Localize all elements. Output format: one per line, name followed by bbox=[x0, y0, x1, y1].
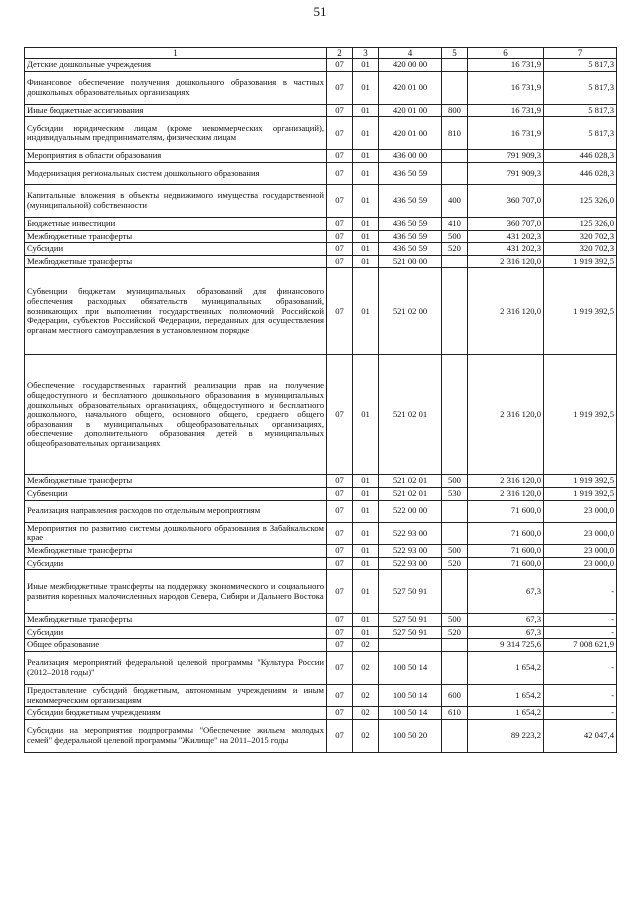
section-code-cell: 07 bbox=[327, 243, 353, 256]
expense-type-cell: 500 bbox=[442, 544, 468, 557]
target-article-cell: 100 50 14 bbox=[379, 652, 442, 685]
budget-table bbox=[24, 47, 617, 753]
expense-type-cell bbox=[442, 59, 468, 72]
subsection-code-cell: 01 bbox=[353, 184, 379, 217]
target-article-cell: 100 50 14 bbox=[379, 707, 442, 720]
amount-2015-cell: - bbox=[544, 652, 617, 685]
table-row bbox=[25, 59, 617, 72]
target-article-cell: 521 00 00 bbox=[379, 255, 442, 268]
expense-type-cell bbox=[442, 639, 468, 652]
header-cell: 1 bbox=[25, 48, 327, 59]
table-row bbox=[25, 255, 617, 268]
amount-2014-cell: 2 316 120,0 bbox=[468, 475, 544, 488]
row-name-cell: Финансовое обеспечение получения дошкольного образования в частных дошкольных образовательных организациях bbox=[25, 71, 327, 104]
expense-type-cell bbox=[442, 719, 468, 752]
amount-2015-cell: 23 000,0 bbox=[544, 522, 617, 544]
amount-2015-cell: 5 817,3 bbox=[544, 71, 617, 104]
target-article-cell: 522 93 00 bbox=[379, 544, 442, 557]
amount-2014-cell: 791 909,3 bbox=[468, 162, 544, 184]
amount-2014-cell: 16 731,9 bbox=[468, 71, 544, 104]
row-name-cell: Межбюджетные трансферты bbox=[25, 255, 327, 268]
target-article-cell: 420 00 00 bbox=[379, 59, 442, 72]
row-name-cell: Реализация мероприятий федеральной целевой программы "Культура России (2012–2018 годы)" bbox=[25, 652, 327, 685]
expense-type-cell: 530 bbox=[442, 488, 468, 501]
section-code-cell: 07 bbox=[327, 488, 353, 501]
amount-2014-cell: 1 654,2 bbox=[468, 707, 544, 720]
subsection-code-cell: 01 bbox=[353, 230, 379, 243]
amount-2015-cell: - bbox=[544, 570, 617, 614]
subsection-code-cell: 01 bbox=[353, 71, 379, 104]
table-row bbox=[25, 162, 617, 184]
amount-2015-cell: 23 000,0 bbox=[544, 557, 617, 570]
subsection-code-cell: 02 bbox=[353, 639, 379, 652]
target-article-cell: 521 02 00 bbox=[379, 268, 442, 355]
header-cell: 6 bbox=[468, 48, 544, 59]
table-row bbox=[25, 707, 617, 720]
table-row bbox=[25, 488, 617, 501]
subsection-code-cell: 01 bbox=[353, 162, 379, 184]
target-article-cell: 420 01 00 bbox=[379, 71, 442, 104]
subsection-code-cell: 01 bbox=[353, 522, 379, 544]
subsection-code-cell: 01 bbox=[353, 500, 379, 522]
row-name-cell: Субсидии bbox=[25, 557, 327, 570]
row-name-cell: Субсидии bbox=[25, 243, 327, 256]
row-name-cell: Субсидии bbox=[25, 626, 327, 639]
row-name-cell: Иные бюджетные ассигнования bbox=[25, 104, 327, 117]
amount-2015-cell: 5 817,3 bbox=[544, 117, 617, 150]
subsection-code-cell: 01 bbox=[353, 243, 379, 256]
table-row bbox=[25, 639, 617, 652]
amount-2014-cell: 2 316 120,0 bbox=[468, 268, 544, 355]
expense-type-cell bbox=[442, 652, 468, 685]
amount-2015-cell: - bbox=[544, 626, 617, 639]
subsection-code-cell: 02 bbox=[353, 652, 379, 685]
table-row bbox=[25, 719, 617, 752]
amount-2015-cell: 1 919 392,5 bbox=[544, 268, 617, 355]
table-row bbox=[25, 626, 617, 639]
amount-2015-cell: 125 326,0 bbox=[544, 217, 617, 230]
amount-2015-cell: - bbox=[544, 707, 617, 720]
section-code-cell: 07 bbox=[327, 162, 353, 184]
amount-2014-cell: 16 731,9 bbox=[468, 59, 544, 72]
subsection-code-cell: 01 bbox=[353, 544, 379, 557]
subsection-code-cell: 01 bbox=[353, 355, 379, 475]
amount-2015-cell: 5 817,3 bbox=[544, 104, 617, 117]
target-article-cell: 522 93 00 bbox=[379, 522, 442, 544]
subsection-code-cell: 01 bbox=[353, 255, 379, 268]
page-number: 51 bbox=[313, 4, 327, 19]
expense-type-cell: 500 bbox=[442, 475, 468, 488]
target-article-cell: 436 50 59 bbox=[379, 217, 442, 230]
section-code-cell: 07 bbox=[327, 184, 353, 217]
section-code-cell: 07 bbox=[327, 707, 353, 720]
table-row bbox=[25, 685, 617, 707]
amount-2014-cell: 71 600,0 bbox=[468, 544, 544, 557]
amount-2014-cell: 2 316 120,0 bbox=[468, 355, 544, 475]
subsection-code-cell: 02 bbox=[353, 707, 379, 720]
table-row bbox=[25, 71, 617, 104]
section-code-cell: 07 bbox=[327, 475, 353, 488]
amount-2015-cell: 1 919 392,5 bbox=[544, 488, 617, 501]
amount-2015-cell: 7 008 621,9 bbox=[544, 639, 617, 652]
amount-2014-cell: 431 202,3 bbox=[468, 243, 544, 256]
target-article-cell: 527 50 91 bbox=[379, 626, 442, 639]
section-code-cell: 07 bbox=[327, 217, 353, 230]
row-name-cell: Мероприятия по развитию системы дошкольного образования в Забайкальском крае bbox=[25, 522, 327, 544]
row-name-cell: Реализация направления расходов по отдельным мероприятиям bbox=[25, 500, 327, 522]
row-name-cell: Общее образование bbox=[25, 639, 327, 652]
expense-type-cell: 400 bbox=[442, 184, 468, 217]
amount-2015-cell: 23 000,0 bbox=[544, 500, 617, 522]
amount-2015-cell: 1 919 392,5 bbox=[544, 355, 617, 475]
amount-2015-cell: 42 047,4 bbox=[544, 719, 617, 752]
table-row bbox=[25, 500, 617, 522]
subsection-code-cell: 02 bbox=[353, 685, 379, 707]
row-name-cell: Межбюджетные трансферты bbox=[25, 475, 327, 488]
amount-2014-cell: 360 707,0 bbox=[468, 184, 544, 217]
subsection-code-cell: 01 bbox=[353, 59, 379, 72]
header-cell: 7 bbox=[544, 48, 617, 59]
table-row bbox=[25, 117, 617, 150]
subsection-code-cell: 01 bbox=[353, 614, 379, 627]
expense-type-cell: 500 bbox=[442, 230, 468, 243]
expense-type-cell bbox=[442, 268, 468, 355]
target-article-cell: 522 93 00 bbox=[379, 557, 442, 570]
expense-type-cell: 810 bbox=[442, 117, 468, 150]
subsection-code-cell: 01 bbox=[353, 570, 379, 614]
expense-type-cell bbox=[442, 71, 468, 104]
section-code-cell: 07 bbox=[327, 255, 353, 268]
row-name-cell: Субсидии бюджетным учреждениям bbox=[25, 707, 327, 720]
amount-2015-cell: 446 028,3 bbox=[544, 162, 617, 184]
row-name-cell: Межбюджетные трансферты bbox=[25, 614, 327, 627]
target-article-cell: 436 50 59 bbox=[379, 184, 442, 217]
header-row bbox=[25, 48, 617, 59]
amount-2014-cell: 1 654,2 bbox=[468, 685, 544, 707]
amount-2014-cell: 2 316 120,0 bbox=[468, 488, 544, 501]
table-row bbox=[25, 355, 617, 475]
amount-2015-cell: - bbox=[544, 614, 617, 627]
subsection-code-cell: 01 bbox=[353, 475, 379, 488]
amount-2015-cell: 5 817,3 bbox=[544, 59, 617, 72]
amount-2014-cell: 71 600,0 bbox=[468, 500, 544, 522]
subsection-code-cell: 01 bbox=[353, 150, 379, 163]
expense-type-cell bbox=[442, 570, 468, 614]
section-code-cell: 07 bbox=[327, 500, 353, 522]
target-article-cell: 527 50 91 bbox=[379, 614, 442, 627]
section-code-cell: 07 bbox=[327, 230, 353, 243]
expense-type-cell bbox=[442, 162, 468, 184]
amount-2014-cell: 16 731,9 bbox=[468, 117, 544, 150]
table-row bbox=[25, 230, 617, 243]
row-name-cell: Капитальные вложения в объекты недвижимого имущества государственной (муниципальной) собственности bbox=[25, 184, 327, 217]
amount-2015-cell: 125 326,0 bbox=[544, 184, 617, 217]
table-row bbox=[25, 243, 617, 256]
table-row bbox=[25, 268, 617, 355]
row-name-cell: Обеспечение государственных гарантий реализации прав на получение общедоступного и бесплатного дошкольного образования в муниципальных дошкольных образовательных организациях, общедоступного и бесплатного дошкольного, начального общего, основного общего, среднего общего образования в муниципальных общеобразовательных организациях, обеспечение дополнительного образования детей в муниципальных общеобразовательных организациях bbox=[25, 355, 327, 475]
expense-type-cell bbox=[442, 500, 468, 522]
table-row bbox=[25, 614, 617, 627]
amount-2015-cell: 1 919 392,5 bbox=[544, 475, 617, 488]
subsection-code-cell: 02 bbox=[353, 719, 379, 752]
expense-type-cell: 800 bbox=[442, 104, 468, 117]
section-code-cell: 07 bbox=[327, 268, 353, 355]
row-name-cell: Иные межбюджетные трансферты на поддержку экономического и социального развития коренных малочисленных народов Севера, Сибири и Дальнего Востока bbox=[25, 570, 327, 614]
expense-type-cell: 500 bbox=[442, 614, 468, 627]
subsection-code-cell: 01 bbox=[353, 104, 379, 117]
table-row bbox=[25, 217, 617, 230]
row-name-cell: Межбюджетные трансферты bbox=[25, 230, 327, 243]
target-article-cell: 521 02 01 bbox=[379, 475, 442, 488]
section-code-cell: 07 bbox=[327, 652, 353, 685]
row-name-cell: Бюджетные инвестиции bbox=[25, 217, 327, 230]
amount-2014-cell: 67,3 bbox=[468, 570, 544, 614]
amount-2015-cell: - bbox=[544, 685, 617, 707]
row-name-cell: Межбюджетные трансферты bbox=[25, 544, 327, 557]
row-name-cell: Мероприятия в области образования bbox=[25, 150, 327, 163]
expense-type-cell: 520 bbox=[442, 557, 468, 570]
section-code-cell: 07 bbox=[327, 685, 353, 707]
target-article-cell: 436 50 59 bbox=[379, 230, 442, 243]
expense-type-cell: 610 bbox=[442, 707, 468, 720]
amount-2014-cell: 9 314 725,6 bbox=[468, 639, 544, 652]
subsection-code-cell: 01 bbox=[353, 626, 379, 639]
target-article-cell: 521 02 01 bbox=[379, 355, 442, 475]
target-article-cell: 527 50 91 bbox=[379, 570, 442, 614]
row-name-cell: Детские дошкольные учреждения bbox=[25, 59, 327, 72]
subsection-code-cell: 01 bbox=[353, 268, 379, 355]
row-name-cell: Модернизация региональных систем дошкольного образования bbox=[25, 162, 327, 184]
expense-type-cell bbox=[442, 255, 468, 268]
section-code-cell: 07 bbox=[327, 626, 353, 639]
header-cell: 4 bbox=[379, 48, 442, 59]
amount-2015-cell: 23 000,0 bbox=[544, 544, 617, 557]
section-code-cell: 07 bbox=[327, 117, 353, 150]
amount-2014-cell: 791 909,3 bbox=[468, 150, 544, 163]
table-row bbox=[25, 150, 617, 163]
subsection-code-cell: 01 bbox=[353, 557, 379, 570]
section-code-cell: 07 bbox=[327, 355, 353, 475]
expense-type-cell bbox=[442, 150, 468, 163]
header-cell: 5 bbox=[442, 48, 468, 59]
amount-2015-cell: 320 702,3 bbox=[544, 230, 617, 243]
subsection-code-cell: 01 bbox=[353, 117, 379, 150]
amount-2014-cell: 71 600,0 bbox=[468, 557, 544, 570]
row-name-cell: Субвенции бюджетам муниципальных образований для финансового обеспечения расходных обязательств муниципальных образований, возникающих при выполнении государственных полномочий Российской Федерации, субъектов Российской Федерации, переданных для осуществления органам местного самоуправления в установленном порядке bbox=[25, 268, 327, 355]
amount-2015-cell: 320 702,3 bbox=[544, 243, 617, 256]
amount-2014-cell: 67,3 bbox=[468, 626, 544, 639]
subsection-code-cell: 01 bbox=[353, 217, 379, 230]
table-row bbox=[25, 570, 617, 614]
amount-2015-cell: 1 919 392,5 bbox=[544, 255, 617, 268]
row-name-cell: Предоставление субсидий бюджетным, автономным учреждениям и иным некоммерческим организациям bbox=[25, 685, 327, 707]
table-row bbox=[25, 522, 617, 544]
target-article-cell: 100 50 14 bbox=[379, 685, 442, 707]
target-article-cell: 436 00 00 bbox=[379, 150, 442, 163]
table-row bbox=[25, 475, 617, 488]
table-row bbox=[25, 544, 617, 557]
section-code-cell: 07 bbox=[327, 639, 353, 652]
target-article-cell: 521 02 01 bbox=[379, 488, 442, 501]
amount-2014-cell: 67,3 bbox=[468, 614, 544, 627]
header-cell: 2 bbox=[327, 48, 353, 59]
expense-type-cell: 520 bbox=[442, 243, 468, 256]
amount-2014-cell: 89 223,2 bbox=[468, 719, 544, 752]
section-code-cell: 07 bbox=[327, 614, 353, 627]
section-code-cell: 07 bbox=[327, 719, 353, 752]
target-article-cell: 436 50 59 bbox=[379, 243, 442, 256]
section-code-cell: 07 bbox=[327, 59, 353, 72]
amount-2015-cell: 446 028,3 bbox=[544, 150, 617, 163]
target-article-cell: 100 50 20 bbox=[379, 719, 442, 752]
section-code-cell: 07 bbox=[327, 557, 353, 570]
expense-type-cell: 410 bbox=[442, 217, 468, 230]
expense-type-cell: 600 bbox=[442, 685, 468, 707]
table-row bbox=[25, 104, 617, 117]
table-row bbox=[25, 557, 617, 570]
section-code-cell: 07 bbox=[327, 570, 353, 614]
table-row bbox=[25, 652, 617, 685]
row-name-cell: Субсидии юридическим лицам (кроме некоммерческих организаций), индивидуальным предпринимателям, физическим лицам bbox=[25, 117, 327, 150]
target-article-cell: 420 01 00 bbox=[379, 117, 442, 150]
section-code-cell: 07 bbox=[327, 104, 353, 117]
target-article-cell: 436 50 59 bbox=[379, 162, 442, 184]
amount-2014-cell: 431 202,3 bbox=[468, 230, 544, 243]
target-article-cell bbox=[379, 639, 442, 652]
header-cell: 3 bbox=[353, 48, 379, 59]
expense-type-cell bbox=[442, 522, 468, 544]
subsection-code-cell: 01 bbox=[353, 488, 379, 501]
section-code-cell: 07 bbox=[327, 71, 353, 104]
amount-2014-cell: 71 600,0 bbox=[468, 522, 544, 544]
amount-2014-cell: 1 654,2 bbox=[468, 652, 544, 685]
amount-2014-cell: 2 316 120,0 bbox=[468, 255, 544, 268]
section-code-cell: 07 bbox=[327, 544, 353, 557]
row-name-cell: Субвенции bbox=[25, 488, 327, 501]
target-article-cell: 420 01 00 bbox=[379, 104, 442, 117]
section-code-cell: 07 bbox=[327, 522, 353, 544]
target-article-cell: 522 00 00 bbox=[379, 500, 442, 522]
row-name-cell: Субсидии на мероприятия подпрограммы "Обеспечение жильем молодых семей" федеральной целевой программы "Жилище" на 2011–2015 годы bbox=[25, 719, 327, 752]
section-code-cell: 07 bbox=[327, 150, 353, 163]
amount-2014-cell: 360 707,0 bbox=[468, 217, 544, 230]
expense-type-cell bbox=[442, 355, 468, 475]
table-row bbox=[25, 184, 617, 217]
amount-2014-cell: 16 731,9 bbox=[468, 104, 544, 117]
expense-type-cell: 520 bbox=[442, 626, 468, 639]
